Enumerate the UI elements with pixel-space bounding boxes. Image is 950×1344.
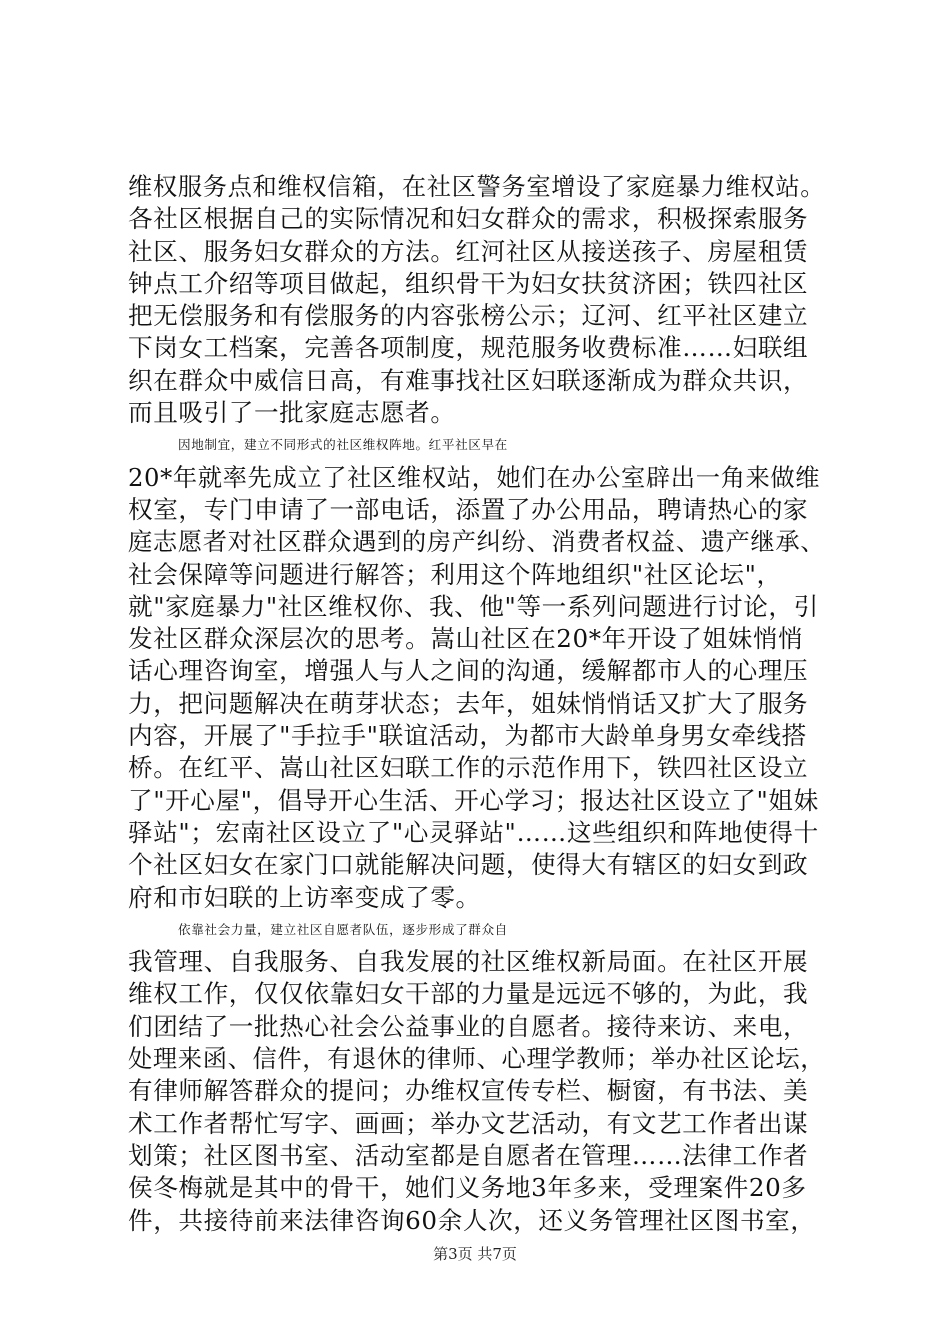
text-line: 术工作者帮忙写字、画画；举办文艺活动，有文艺工作者出谋 — [128, 1108, 809, 1138]
text-line: 内容，开展了"手拉手"联谊活动，为都市大龄单身男女牵线搭 — [128, 721, 807, 751]
text-line: 社会保障等问题进行解答；利用这个阵地组织"社区论坛"， — [128, 559, 782, 589]
page-footer: 第3页 共7页 — [433, 1245, 517, 1263]
text-line: 侯冬梅就是其中的骨干，她们义务地3年多来，受理案件20多 — [128, 1173, 807, 1203]
text-line: 20*年就率先成立了社区维权站，她们在办公室辟出一角来做维 — [128, 462, 821, 492]
text-line: 发社区群众深层次的思考。嵩山社区在20*年开设了姐妹悄悄 — [128, 624, 804, 654]
text-line: 维权工作，仅仅依靠妇女干部的力量是远远不够的，为此，我 — [128, 979, 809, 1009]
text-line: 有律师解答群众的提问；办维权宣传专栏、橱窗，有书法、美 — [128, 1076, 809, 1106]
text-line: 了"开心屋"，倡导开心生活、开心学习；报达社区设立了"姐妹 — [128, 785, 819, 815]
text-line: 们团结了一批热心社会公益事业的自愿者。接待来访、来电， — [128, 1011, 809, 1041]
text-line: 而且吸引了一批家庭志愿者。 — [128, 398, 456, 428]
text-line: 力，把问题解决在萌芽状态；去年，姐妹悄悄话又扩大了服务 — [128, 688, 809, 718]
text-line: 维权服务点和维权信箱，在社区警务室增设了家庭暴力维权站。 — [128, 172, 826, 201]
text-line: 桥。在红平、嵩山社区妇联工作的示范作用下，铁四社区设立 — [128, 753, 809, 783]
document-body — [128, 171, 824, 1237]
text-line: 依靠社会力量，建立社区自愿者队伍，逐步形成了群众自 — [178, 921, 508, 937]
text-line: 社区、服务妇女群众的方法。红河社区从接送孩子、房屋租赁 — [128, 236, 809, 266]
text-line: 下岗女工档案，完善各项制度，规范服务收费标准……妇联组 — [128, 333, 809, 363]
text-line: 因地制宜，建立不同形式的社区维权阵地。红平社区早在 — [178, 437, 508, 453]
text-line: 钟点工介绍等项目做起，组织骨干为妇女扶贫济困；铁四社区 — [128, 268, 809, 298]
text-line: 府和市妇联的上访率变成了零。 — [128, 882, 481, 912]
text-line: 划策；社区图书室、活动室都是自愿者在管理……法律工作者 — [128, 1140, 809, 1170]
text-line: 我管理、自我服务、自我发展的社区维权新局面。在社区开展 — [128, 947, 809, 977]
text-line: 驿站"；宏南社区设立了"心灵驿站"……这些组织和阵地使得十 — [128, 817, 819, 847]
text-line: 就"家庭暴力"社区维权你、我、他"等一系列问题进行讨论，引 — [128, 591, 819, 621]
text-line: 庭志愿者对社区群众遇到的房产纠纷、消费者权益、遗产继承、 — [128, 527, 826, 557]
text-line: 权室，专门申请了一部电话，添置了办公用品，聘请热心的家 — [128, 494, 809, 524]
text-line: 各社区根据自己的实际情况和妇女群众的需求，积极探索服务 — [128, 204, 809, 234]
text-line: 件，共接待前来法律咨询60余人次，还义务管理社区图书室， — [128, 1205, 816, 1235]
text-line: 话心理咨询室，增强人与人之间的沟通，缓解都市人的心理压 — [128, 656, 809, 686]
text-line: 把无偿服务和有偿服务的内容张榜公示；辽河、红平社区建立 — [128, 301, 809, 331]
text-line: 个社区妇女在家门口就能解决问题，使得大有辖区的妇女到政 — [128, 850, 809, 880]
text-line: 处理来函、信件，有退休的律师、心理学教师；举办社区论坛， — [128, 1044, 826, 1074]
text-line: 织在群众中威信日高，有难事找社区妇联逐渐成为群众共识， — [128, 365, 809, 395]
